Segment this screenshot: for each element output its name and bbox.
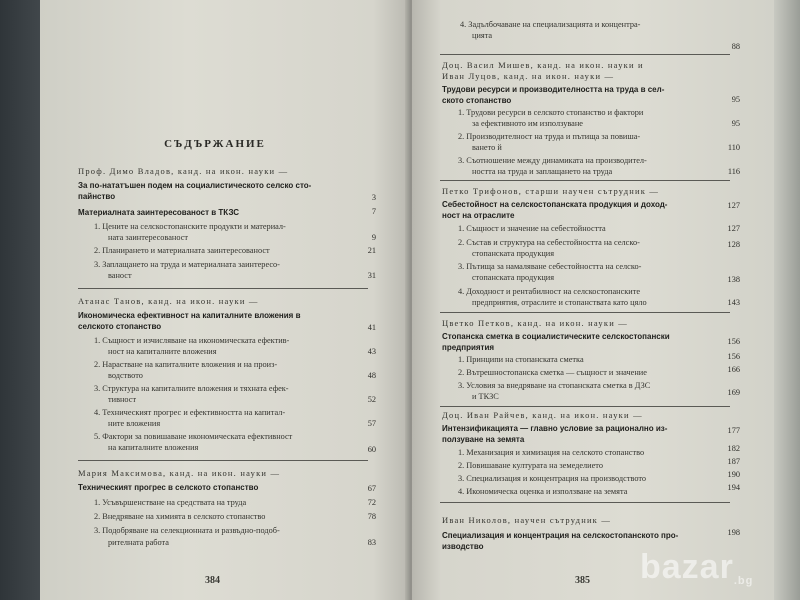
toc-entry: 2. Повишаване културата на земеделието xyxy=(458,461,603,470)
author-line: Доц. Иван Райчев, канд. на икон. науки — xyxy=(442,410,643,420)
page-ref: 182 xyxy=(727,444,740,453)
page-ref: 41 xyxy=(367,323,376,332)
separator xyxy=(78,460,368,461)
toc-entry: 3. Условия за внедряване на стопанската сметка в ДЗС xyxy=(458,381,651,390)
toc-entry: 2. Нарастване на капиталните вложения и на произ- xyxy=(94,360,278,369)
author-line: Петко Трифонов, старши научен сътрудник — xyxy=(442,186,660,196)
section-title: Интензификацията — главно условие за рационално из- xyxy=(442,424,668,433)
page-ref: 48 xyxy=(367,371,376,380)
toc-entry: 4. Задълбочаване на специализацията и концентра- xyxy=(460,20,641,29)
page-ref: 95 xyxy=(731,119,740,128)
toc-entry: 2. Производителност на труда и пътища за повиша- xyxy=(458,132,641,141)
toc-entry: 2. Вътрешностопанска сметка — същност и значение xyxy=(458,368,647,377)
page-ref: 21 xyxy=(367,246,376,255)
page-ref: 83 xyxy=(367,538,376,547)
toc-entry: стопанската продукция xyxy=(472,273,555,282)
separator xyxy=(440,312,730,313)
separator xyxy=(440,54,730,55)
page-ref: 7 xyxy=(371,207,376,216)
toc-entry: 3. Структура на капиталните вложения и тяхната ефек- xyxy=(94,384,289,393)
toc-entry: 1. Същност и изчисляване на икономическата ефектив- xyxy=(94,336,290,345)
toc-entry: 3. Пътища за намаляване себестойността на селско- xyxy=(458,262,642,271)
page-ref: 52 xyxy=(367,395,376,404)
page-ref: 95 xyxy=(731,95,740,104)
toc-entry: 5. Фактори за повишаване икономическата ефективност xyxy=(94,432,293,441)
author-line: Мария Максимова, канд. на икон. науки — xyxy=(78,468,281,478)
section-title: Икономическа ефективност на капиталните вложения в xyxy=(78,311,301,320)
section-title: Трудови ресурси и производителността на труда в сел- xyxy=(442,85,665,94)
toc-entry: стопанската продукция xyxy=(472,249,555,258)
toc-entry: рителната работа xyxy=(108,538,169,547)
toc-entry: ните вложения xyxy=(108,419,161,428)
toc-entry: 4. Доходност и рентабилност на селскостопанските xyxy=(458,287,641,296)
page-ref: 31 xyxy=(367,271,376,280)
page-number-left: 384 xyxy=(205,575,220,586)
toc-entry: водството xyxy=(108,371,143,380)
toc-entry: ването й xyxy=(472,143,502,152)
author-line: Атанас Танов, канд. на икон. науки — xyxy=(78,296,259,306)
section-title: изводство xyxy=(442,542,484,551)
toc-entry: 1. Цените на селскостопанските продукти и материал- xyxy=(94,222,286,231)
toc-entry: за ефективното им използуване xyxy=(472,119,583,128)
page-ref: 169 xyxy=(727,388,740,397)
toc-entry: тивност xyxy=(108,395,137,404)
page-ref: 128 xyxy=(727,240,740,249)
page-ref: 43 xyxy=(367,347,376,356)
section-title: ското стопанство xyxy=(442,96,512,105)
separator xyxy=(440,502,730,503)
toc-entry: ната заинтересованост xyxy=(108,233,189,242)
toc-entry: на капиталните вложения xyxy=(108,443,199,452)
page-ref: 127 xyxy=(727,201,740,210)
page-ref: 78 xyxy=(367,512,376,521)
watermark-logo xyxy=(640,548,753,587)
toc-entry: 2. Състав и структура на себестойността на селско- xyxy=(458,238,640,247)
page-ref: 110 xyxy=(727,143,740,152)
toc-title: СЪДЪРЖАНИЕ xyxy=(164,138,266,150)
page-ref: 116 xyxy=(727,167,740,176)
section-title: предприятия xyxy=(442,343,495,352)
page-ref: 198 xyxy=(727,528,740,537)
toc-entry: 1. Усъвършенстване на средствата на труда xyxy=(94,498,247,507)
page-ref: 3 xyxy=(371,193,376,202)
toc-entry: цията xyxy=(472,31,493,40)
separator xyxy=(78,288,368,289)
toc-entry: 2. Планирането и материалната заинтересованост xyxy=(94,246,270,255)
toc-entry: 4. Техническият прогрес и ефективността на капитал- xyxy=(94,408,286,417)
author-line: Иван Николов, научен сътрудник — xyxy=(442,515,612,525)
separator xyxy=(440,180,730,181)
page-ref: 9 xyxy=(371,233,376,242)
section-title: Стопанска сметка в социалистическите селскостопански xyxy=(442,332,670,341)
watermark-suffix: .bg xyxy=(733,575,754,587)
page-ref: 72 xyxy=(367,498,376,507)
section-title: Специализация и концентрация на селскостопанското про- xyxy=(442,531,679,540)
toc-entry: 3. Подобряване на селекционната и развъдно-подоб- xyxy=(94,526,280,535)
toc-entry: и ТКЗС xyxy=(472,392,499,401)
page-ref: 156 xyxy=(727,337,740,346)
toc-entry: 3. Специализация и концентрация на производството xyxy=(458,474,647,483)
author-line: Цветко Петков, канд. на икон. науки — xyxy=(442,318,628,328)
section-title: ност на отраслите xyxy=(442,211,515,220)
page-ref: 187 xyxy=(727,457,740,466)
background-right xyxy=(770,0,800,600)
page-ref: 138 xyxy=(727,275,740,284)
page-ref: 143 xyxy=(727,298,740,307)
page-ref: 194 xyxy=(727,483,740,492)
page-ref: 60 xyxy=(367,445,376,454)
toc-entry: 1. Същност и значение на себестойността xyxy=(458,224,606,233)
section-title: ползуване на земята xyxy=(442,435,525,444)
page-ref: 190 xyxy=(727,470,740,479)
toc-entry: 3. Съотношение между динамиката на производител- xyxy=(458,156,647,165)
page-ref: 166 xyxy=(727,365,740,374)
page-number-right: 385 xyxy=(575,575,590,586)
page-ref: 57 xyxy=(367,419,376,428)
page-ref: 88 xyxy=(731,42,740,51)
author-line: Доц. Васил Мишев, канд. на икон. науки и xyxy=(442,60,644,70)
toc-entry: ваност xyxy=(108,271,132,280)
author-line: Проф. Димо Владов, канд. на икон. науки — xyxy=(78,166,289,176)
toc-entry: 2. Внедряване на химията в селското стопанство xyxy=(94,512,266,521)
toc-entry: ността на труда и заплащането на труда xyxy=(472,167,613,176)
toc-entry: 1. Принципи на стопанската сметка xyxy=(458,355,584,364)
page-ref: 177 xyxy=(727,426,740,435)
section-title: За по-нататъшен подем на социалистическото селско сто- xyxy=(78,181,312,190)
page-ref: 127 xyxy=(727,224,740,233)
section-title: Себестойност на селскостопанската продукция и доход- xyxy=(442,200,668,209)
watermark-brand: bazar xyxy=(640,548,734,586)
toc-entry: ност на капиталните вложения xyxy=(108,347,217,356)
section-title: селското стопанство xyxy=(78,322,162,331)
toc-entry: 3. Заплащането на труда и материалната заинтересо- xyxy=(94,260,280,269)
section-title: Техническият прогрес в селското стопанство xyxy=(78,483,259,492)
section-title: Материалната заинтересованост в ТКЗС xyxy=(78,208,240,217)
toc-entry: 4. Икономическа оценка и използване на земята xyxy=(458,487,628,496)
separator xyxy=(440,406,730,407)
toc-entry: 1. Механизация и химизация на селското стопанство xyxy=(458,448,645,457)
section-title: пайнство xyxy=(78,192,116,201)
page-ref: 67 xyxy=(367,484,376,493)
toc-entry: предприятия, отраслите и стопанствата като цяло xyxy=(472,298,647,307)
author-line: Иван Луцов, канд. на икон. науки — xyxy=(442,71,615,81)
toc-entry: 1. Трудови ресурси в селското стопанство и фактори xyxy=(458,108,644,117)
page-ref: 156 xyxy=(727,352,740,361)
